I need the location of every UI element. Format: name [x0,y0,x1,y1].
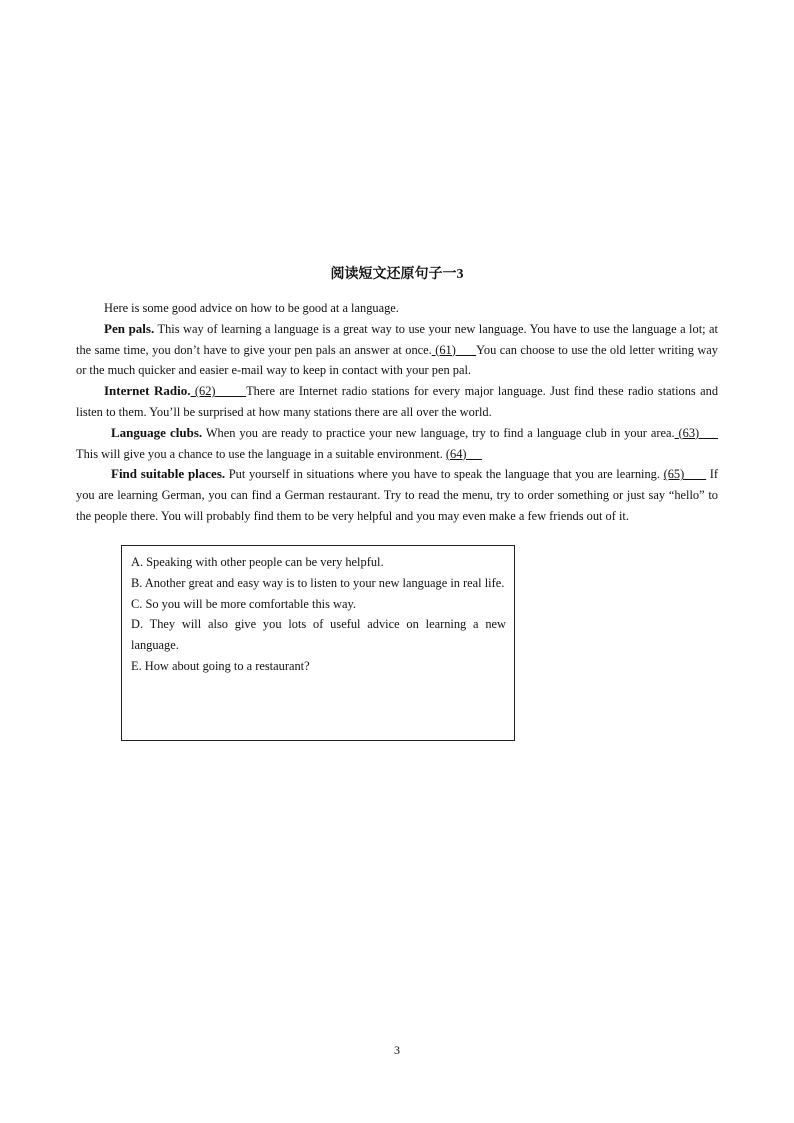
find-places-text-after: If you are learning German, you can find a German restaurant. Try to read the menu, try to order something or just say “hello” to the people there. You will probably find them to be very helpful and you may even make a few friends out of it. [76,467,719,523]
page-title: 阅读短文还原句子一3 [330,267,464,282]
internet-radio-text: There are Internet radio stations for every major language. Just find these radio stations and listen to them. You’ll be surprised at how many stations there are all over the world. [76,384,719,419]
blank-64: (64) [445,446,483,461]
blank-65: (65) [663,467,707,482]
blank-62: (62) [190,384,247,399]
page-number: 3 [394,1043,400,1057]
paragraph-language-clubs [76,423,718,465]
option-d: D. They will also give you lots of useful advice on learning a new language. [131,617,506,653]
intro-paragraph: Here is some good advice on how to be good at a language. [104,301,399,315]
paragraph-find-places [76,464,718,526]
heading-internet-radio: Internet Radio. [104,383,191,399]
option-a: A. Speaking with other people can be very helpful. [131,555,384,569]
pen-pals-text-before: This way of learning a language is a great way to use your new language. You have to use the language a lot; at the same time, you don’t have to give your pen pals an answer at once. [76,321,719,357]
find-places-text-before: Put yourself in situations where you have to speak the language that you are learning. [225,467,664,482]
option-e: E. How about going to a restaurant? [131,658,310,673]
pen-pals-text-after: You can choose to use the old letter writing way or the much quicker and easier e-mail way to keep in contact with your pen pal. [76,342,718,378]
blank-63: (63) [674,425,718,440]
reading-passage [76,298,718,527]
language-clubs-text-before: When you are ready to practice your new language, try to find a language club in your area. [202,425,675,440]
language-clubs-text-middle: This will give you a chance to use the language in a suitable environment. [76,446,446,461]
paragraph-pen-pals [76,319,718,381]
option-c: C. So you will be more comfortable this way. [131,596,356,611]
options-box [121,545,515,741]
blank-61: (61) [431,342,477,357]
heading-pen-pals: Pen pals. [104,320,155,336]
heading-language-clubs: Language clubs. [111,424,203,440]
option-b: B. Another great and easy way is to listen to your new language in real life. [131,575,505,590]
paragraph-internet-radio [76,381,718,423]
heading-find-places: Find suitable places. [111,466,226,482]
